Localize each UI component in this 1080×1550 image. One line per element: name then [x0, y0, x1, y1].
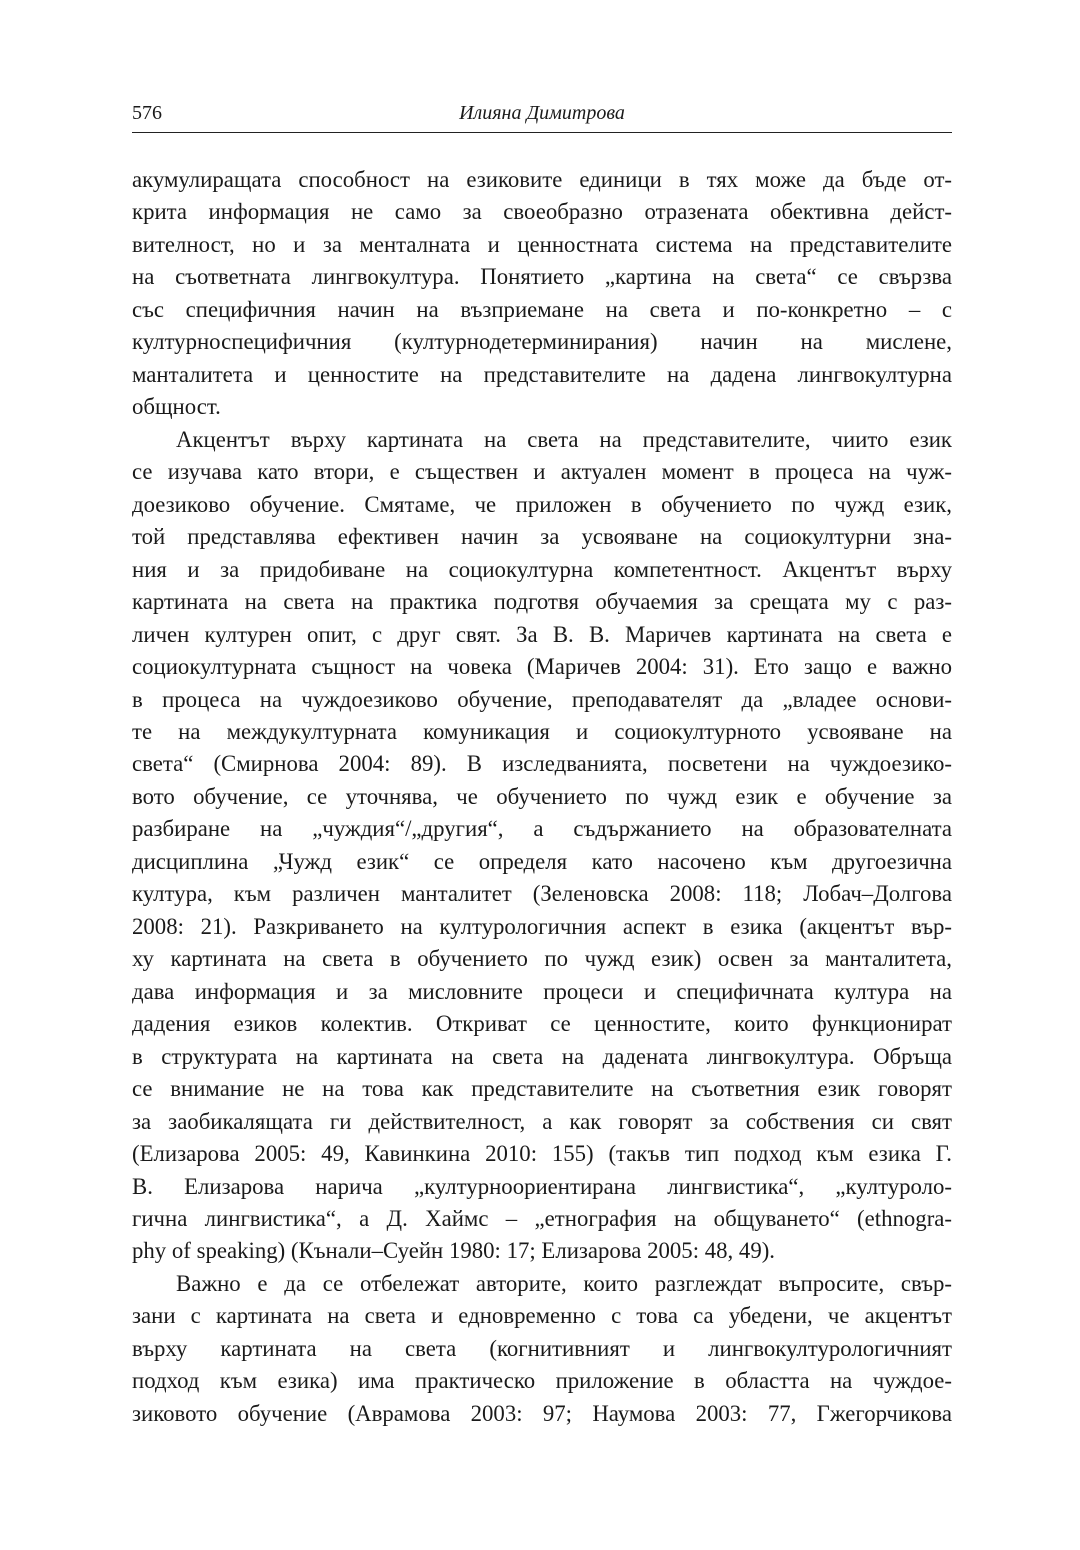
text-line: Важно е да се отбележат авторите, които разглеждат въпросите, свър-	[176, 1270, 952, 1296]
text-line: разбиране на „чуждия“/„другия“, а съдържанието на образователната	[132, 816, 952, 842]
text-line: дисциплина „Чужд език“ се определя като насочено към другоезична	[132, 848, 952, 874]
body-text	[132, 164, 952, 1430]
text-line: акумулиращата способност на езиковите единици в тях може да бъде от-	[132, 167, 952, 192]
text-line: върху картината на света (когнитивният и лингвокултурологичният	[132, 1335, 952, 1361]
text-line: картината на света на практика подготвя обучаемия за срещата му с раз-	[132, 589, 952, 615]
running-header	[132, 98, 952, 133]
paragraph	[132, 424, 952, 1268]
text-line: се внимание не на това как представителите на съответния език говорят	[132, 1076, 952, 1102]
text-line: вителност, но и за менталната и ценностната система на представителите	[132, 231, 952, 257]
text-line: вото обучение, се уточнява, че обучението по чужд език е обучение за	[132, 783, 952, 809]
text-line: те на междукултурната комуникация и социокултурното усвояване на	[132, 718, 952, 744]
text-line: личен културен опит, с друг свят. За В. В. Маричев картината на света е	[132, 621, 952, 647]
text-line: крита информация не само за своеобразно отразената обективна дейст-	[132, 199, 952, 225]
text-line: подход към езика) има практическо приложение в областта на чуждое-	[132, 1368, 952, 1394]
text-line: дава информация и за мисловните процеси и специфичната култура на	[132, 978, 952, 1004]
text-line: култура, към различен манталитет (Зеленовска 2008: 118; Лобач–Долгова	[132, 881, 952, 907]
text-line: гична лингвистика“, а Д. Хаймс – „етнография на общуването“ (ethnogra-	[132, 1206, 952, 1231]
text-line: със специфичния начин на възприемане на света и по-конкретно – с	[132, 296, 952, 322]
text-line: в структурата на картината на света на дадената лингвокултура. Обръща	[132, 1043, 952, 1069]
text-line: културноспецифичния (културнодетерминирания) начин на мислене,	[132, 329, 952, 355]
text-line: ния и за придобиване на социокултурна компетентност. Акцентът върху	[132, 556, 952, 582]
text-line: зани с картината на света и едновременно с това са убедени, че акцентът	[132, 1303, 952, 1329]
text-line: В. Елизарова нарича „културноориентирана лингвистика“, „културоло-	[132, 1173, 952, 1199]
text-line: (Елизарова 2005: 49, Кавинкина 2010: 155) (такъв тип подход към езика Г.	[132, 1141, 952, 1167]
text-line: ху картината на света в обучението по чужд език) освен за манталитета,	[132, 946, 952, 972]
text-line: се изучава като втори, е съществен и актуален момент в процеса на чуж-	[132, 459, 952, 485]
text-line: той представлява ефективен начин за усвояване на социокултурни зна-	[132, 524, 952, 550]
text-line: зиковото обучение (Аврамова 2003: 97; Наумова 2003: 77, Гжегорчикова	[132, 1400, 952, 1426]
page-number: 576	[132, 102, 162, 124]
paragraph	[132, 1268, 952, 1430]
text-line: 2008: 21). Разкриването на културологичния аспект в езика (акцентът вър-	[132, 913, 952, 939]
text-line: Акцентът върху картината на света на представителите, чиито език	[176, 426, 952, 452]
text-line: общност.	[132, 394, 221, 420]
text-line: на съответната лингвокултура. Понятието „картина на света“ се свързва	[132, 264, 952, 290]
text-line: света“ (Смирнова 2004: 89). В изследванията, посветени на чуждоезико-	[132, 751, 952, 777]
text-line: доезиково обучение. Смятаме, че приложен в обучението по чужд език,	[132, 491, 952, 517]
paragraph	[132, 164, 952, 424]
text-line: социокултурната същност на човека (Маричев 2004: 31). Ето защо е важно	[132, 654, 952, 680]
running-header-author: Илияна Димитрова	[459, 102, 625, 124]
text-line: phy of speaking) (Кънали–Суейн 1980: 17; Елизарова 2005: 48, 49).	[132, 1238, 776, 1264]
text-line: дадения езиков колектив. Откриват се ценностите, които функционират	[132, 1011, 952, 1037]
text-line: манталитета и ценностите на представителите на дадена лингвокултурна	[132, 361, 952, 387]
text-line: в процеса на чуждоезиково обучение, преподавателят да „владее основи-	[132, 686, 952, 712]
text-line: за заобикалящата ги действителност, а как говорят за собствения си свят	[132, 1108, 952, 1134]
